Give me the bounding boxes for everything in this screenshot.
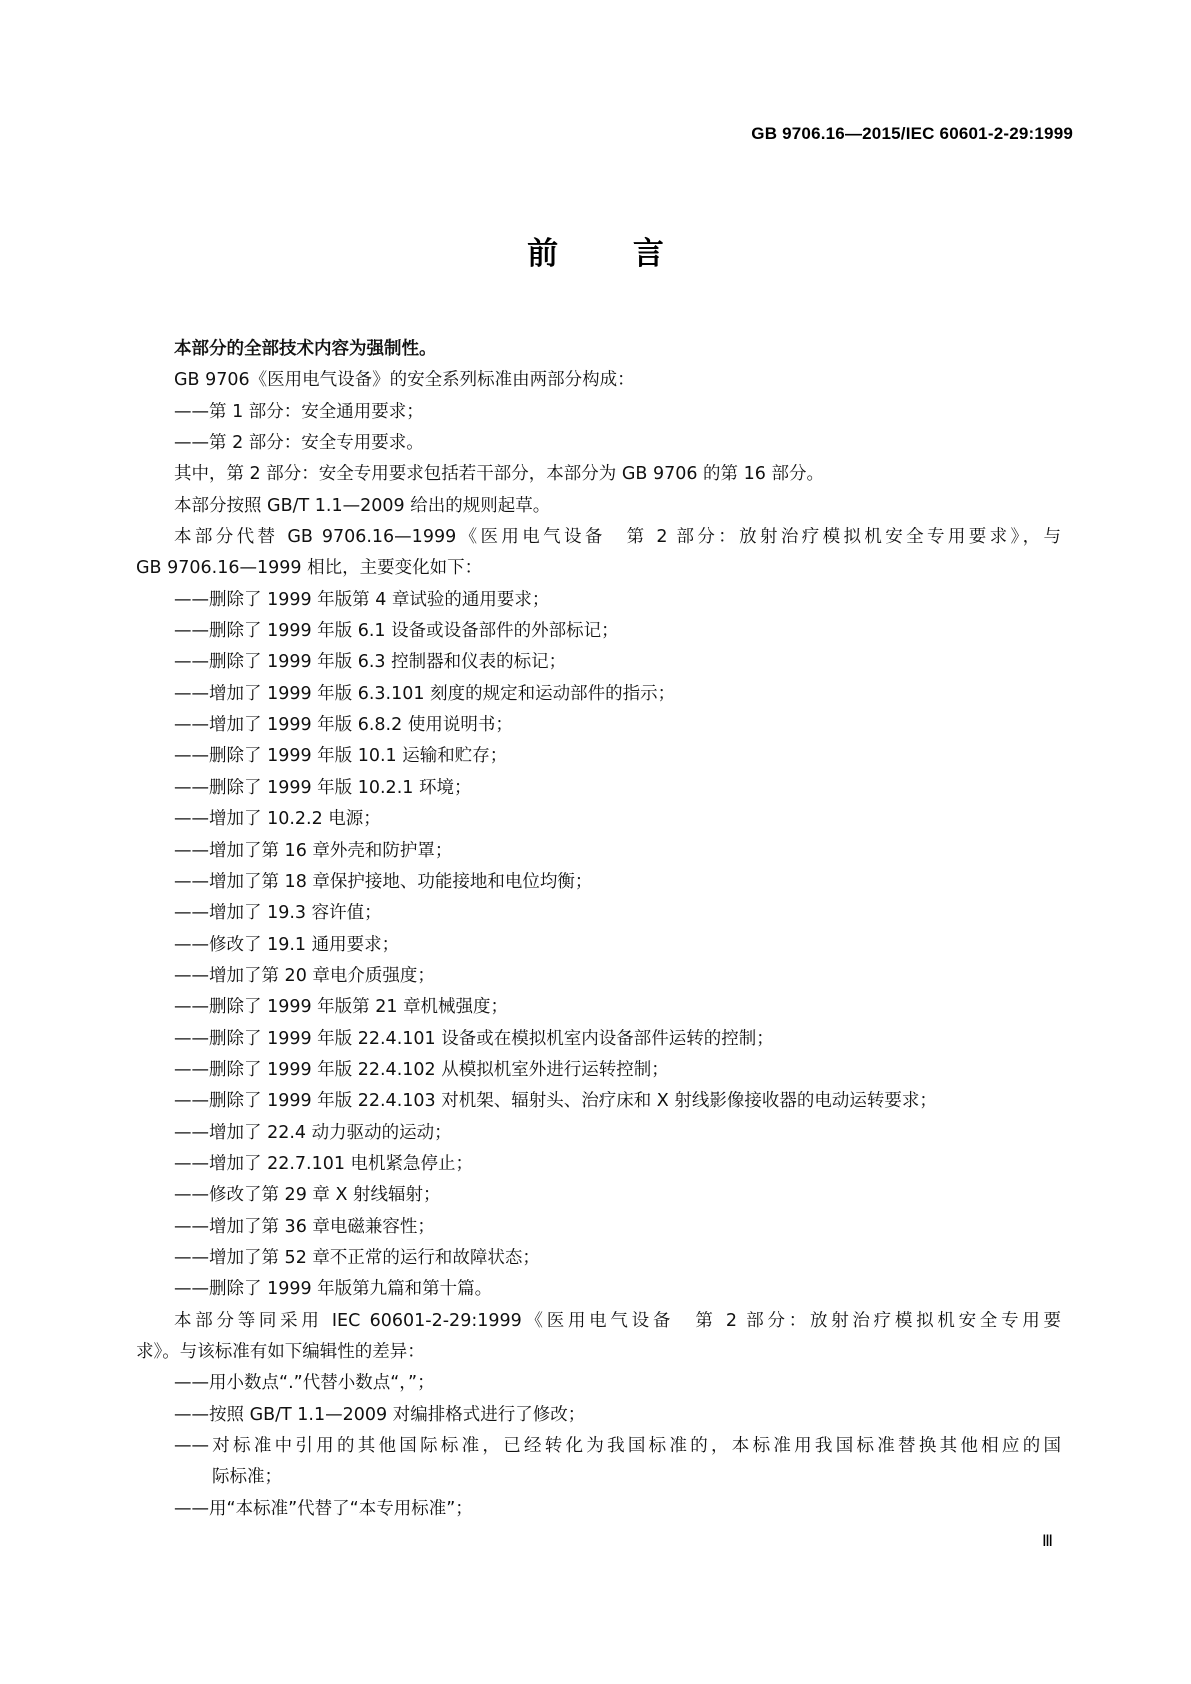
standard-code-header: GB 9706.16—2015/IEC 60601-2-29:1999 [751,124,1073,143]
difference-item-line1: ——对标准中引用的其他国际标准，已经转化为我国标准的，本标准用我国标准替换其他相应的国 [174,1436,1061,1457]
change-item: ——增加了第 16 章外壳和防护罩； [174,840,453,861]
foreword-body [136,334,1061,1525]
change-item: ——增加了 19.3 容许值； [174,903,382,924]
paragraph-adoption-line2: 求》。与该标准有如下编辑性的差异： [136,1342,425,1362]
difference-item: ——用“本标准”代替了“本专用标准”； [174,1498,473,1519]
change-item: ——删除了 1999 年版 10.1 运输和贮存； [174,746,508,767]
change-item: ——增加了 1999 年版 6.3.101 刻度的规定和运动部件的指示； [174,683,676,704]
change-item: ——修改了 19.1 通用要求； [174,934,400,955]
difference-item: ——用小数点“.”代替小数点“，”； [174,1373,435,1394]
change-item: ——删除了 1999 年版 22.4.103 对机架、辐射头、治疗床和 X 射线影像接收器的电动运转要求； [174,1091,937,1112]
paragraph-adoption-line1: 本部分等同采用 IEC 60601-2-29:1999《医用电气设备 第 2 部分：放射治疗模拟机安全专用要 [174,1310,1061,1331]
change-item: ——增加了 1999 年版 6.8.2 使用说明书； [174,715,513,736]
change-item: ——删除了 1999 年版第九篇和第十篇。 [174,1279,493,1300]
page-title: 前 言 [527,236,696,272]
paragraph-replacement-line1: 本部分代替 GB 9706.16—1999《医用电气设备 第 2 部分：放射治疗模拟机安全专用要求》，与 [174,527,1061,548]
paragraph-drafting: 本部分按照 GB/T 1.1—2009 给出的规则起草。 [174,495,551,516]
list-item: ——第 1 部分：安全通用要求； [174,401,424,422]
paragraph-part: 其中，第 2 部分：安全专用要求包括若干部分，本部分为 GB 9706 的第 16 部分。 [174,464,824,485]
change-item: ——增加了 22.7.101 电机紧急停止； [174,1153,474,1174]
change-item: ——删除了 1999 年版第 4 章试验的通用要求； [174,589,550,610]
change-item: ——增加了第 52 章不正常的运行和故障状态； [174,1247,540,1268]
change-item: ——删除了 1999 年版 6.3 控制器和仪表的标记； [174,652,567,673]
change-item: ——增加了 22.4 动力驱动的运动； [174,1122,452,1143]
change-item: ——增加了第 20 章电介质强度； [174,965,435,986]
paragraph-mandatory: 本部分的全部技术内容为强制性。 [174,339,437,359]
change-item: ——删除了 1999 年版 10.2.1 环境； [174,777,472,798]
change-item: ——增加了第 36 章电磁兼容性； [174,1216,435,1237]
change-item: ——删除了 1999 年版 22.4.102 从模拟机室外进行运转控制； [174,1059,669,1080]
change-item: ——删除了 1999 年版 22.4.101 设备或在模拟机室内设备部件运转的控制； [174,1028,774,1049]
difference-item-line2: 际标准； [212,1467,282,1488]
difference-item: ——按照 GB/T 1.1—2009 对编排格式进行了修改； [174,1404,586,1425]
change-item: ——修改了第 29 章 X 射线辐射； [174,1185,441,1206]
change-item: ——删除了 1999 年版 6.1 设备或设备部件的外部标记； [174,621,619,642]
paragraph-replacement-line2: GB 9706.16—1999 相比，主要变化如下： [136,558,483,579]
paragraph-series: GB 9706《医用电气设备》的安全系列标准由两部分构成： [174,370,635,391]
change-item: ——增加了 10.2.2 电源； [174,809,381,830]
change-item: ——增加了第 18 章保护接地、功能接地和电位均衡； [174,871,593,892]
change-item: ——删除了 1999 年版第 21 章机械强度； [174,997,509,1018]
list-item: ——第 2 部分：安全专用要求。 [174,433,424,454]
page-number: Ⅲ [1041,1533,1053,1550]
